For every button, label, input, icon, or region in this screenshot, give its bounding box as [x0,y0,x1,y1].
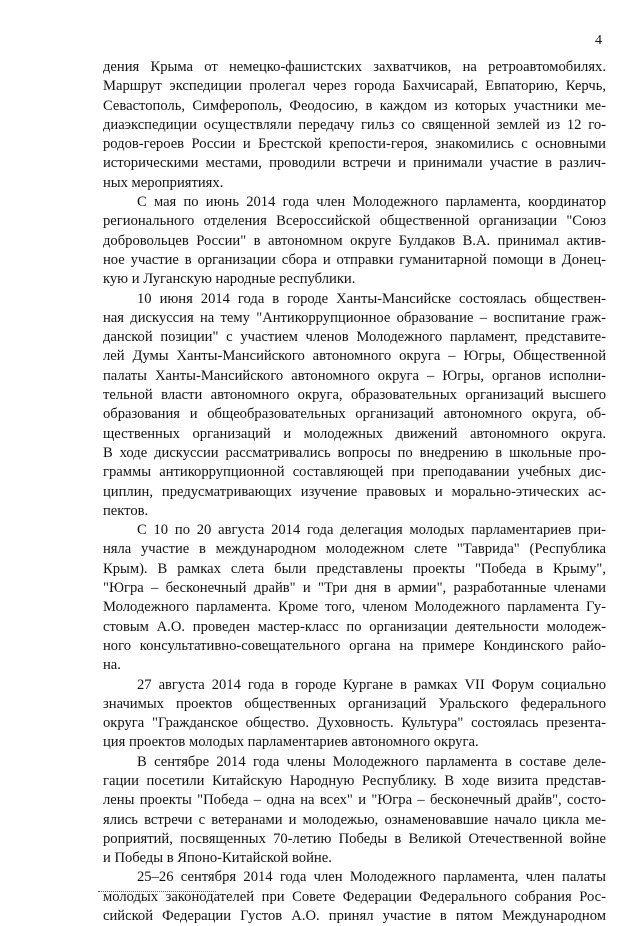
text-line: ное участие в организации сбора и отправки гуманитарной помощи в Донец- [103,251,606,268]
text-line: на. [103,657,121,674]
text-line: С мая по июнь 2014 года член Молодежного парламента, координатор [137,194,606,211]
text-line: кую и Луганскую народные республики. [103,271,356,288]
text-line: и Победы в Японо-Китайской войне. [103,850,332,867]
footer-rule [98,891,216,892]
text-line: ных мероприятиях. [103,174,224,191]
paragraph [103,193,606,289]
paragraph [103,868,606,926]
text-line: В ходе дискуссии рассматривались вопросы по внедрению в школьные про- [103,444,606,461]
text-line: ная дискуссия на тему "Антикоррупционное образование – воспитание граж- [103,309,606,326]
text-line: регионального отделения Всероссийской общественной организации "Союз [103,213,606,230]
document-body [103,58,606,926]
text-line: стовым А.О. проведен мастер-класс по организации деятельности молодеж- [103,618,606,635]
text-line: В сентябре 2014 года члены Молодежного парламента в составе деле- [137,753,606,770]
paragraph [103,58,606,193]
text-line: 25–26 сентября 2014 года член Молодежного парламента, член палаты [137,869,606,886]
paragraph [103,753,606,869]
text-line: Маршрут экспедиции пролегал через города Бахчисарай, Евпаторию, Керчь, [103,78,606,95]
text-line: "Югра – бесконечный драйв" и "Три дня в армии", разработанные членами [103,580,606,597]
text-line: 27 августа 2014 года в городе Кургане в рамках VII Форум социально [137,676,606,693]
text-line: С 10 по 20 августа 2014 года делегация молодых парламентариев при- [137,522,606,539]
text-line: диаэкспедиции осуществляли передачу гильз со священной землей из 12 го- [103,116,606,133]
text-line: ялись встречи с ветеранами и молодежью, ознаменовавшие начало цикла ме- [103,811,606,828]
paragraph [103,676,606,753]
text-line: няла участие в международном молодежном слете "Таврида" (Республика [103,541,606,558]
text-line: тельной власти автономного округа, образовательных организаций высшего [103,387,606,404]
text-line: историческими местами, проводили встречи и принимали участие в различ- [103,155,606,172]
text-line: щественных организаций и молодежных движений автономного округа. [103,425,606,442]
text-line: роприятий, посвященных 70-летию Победы в Великой Отечественной войне [103,830,606,847]
text-line: значимых проектов общественных организаций Уральского федерального [103,695,606,712]
text-line: данской позиции" с участием членов Молодежного парламент, представите- [103,329,606,346]
text-line: ного консультативно-совещательного органа на примере Кондинского райо- [103,637,606,654]
paragraph [103,521,606,675]
text-line: сийской Федерации Густов А.О. принял участие в пятом Международном [103,908,606,925]
text-line: родов-героев России и Брестской крепости-героя, знакомились с основными [103,136,606,153]
text-line: образования и общеобразовательных организаций автономного округа, об- [103,406,606,423]
text-line: молодых законодателей при Совете Федерации Федерального собрания Рос- [103,888,606,905]
text-line: Молодежного парламента. Кроме того, членом Молодежного парламента Гу- [103,599,606,616]
text-line: Севастополь, Симферополь, Феодосию, в каждом из которых участники ме- [103,97,606,114]
text-line: граммы антикоррупционной составляющей при преподавании учебных дис- [103,464,606,481]
text-line: 10 июня 2014 года в городе Ханты-Мансийске состоялась обществен- [137,290,606,307]
text-line: циплин, предусматривающих изучение правовых и морально-этических ас- [103,483,606,500]
text-line: дения Крыма от немецко-фашистских захватчиков, на ретроавтомобилях. [103,59,606,75]
text-line: округа "Гражданское общество. Духовность. Культура" состоялась презента- [103,715,606,732]
text-line: ция проектов молодых парламентариев автономного округа. [103,734,479,751]
text-line: пектов. [103,502,149,519]
text-line: лей Думы Ханты-Мансийского автономного округа – Югры, Общественной [103,348,606,365]
text-line: добровольцев России" в автономном округе Булдаков В.А. принимал актив- [103,232,606,249]
text-line: гации посетили Китайскую Народную Республику. В ходе визита представ- [103,772,606,789]
text-line: Крым). В рамках слета были представлены проекты "Победа в Крыму", [103,560,606,577]
page-number: 4 [595,33,602,48]
text-line: лены проекты "Победа – одна на всех" и "Югра – бесконечный драйв", состо- [103,792,606,809]
paragraph [103,290,606,522]
text-line: палаты Ханты-Мансийского автономного округа – Югры, органов исполни- [103,367,606,384]
